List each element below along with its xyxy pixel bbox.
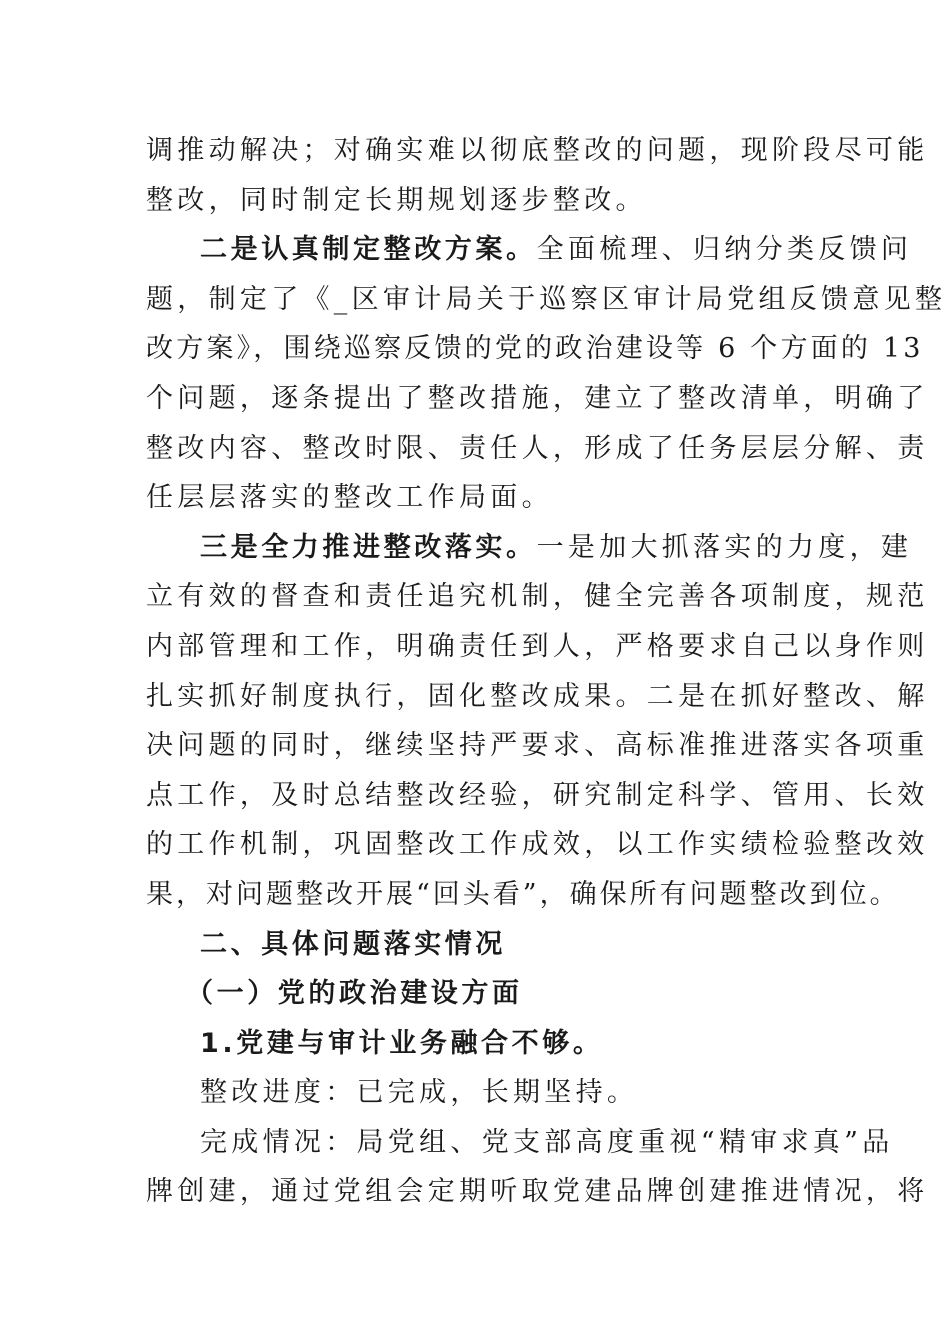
line-text: 全面梳理、归纳分类反馈问 [536, 234, 913, 266]
line-text: 内部管理和工作，明确责任到人，严格要求自己以身作则 [146, 630, 929, 662]
paragraph-line [146, 523, 913, 573]
paragraph-line [146, 374, 929, 424]
line-text: 任层层落实的整改工作局面。 [146, 482, 553, 514]
paragraph-heading: 二是认真制定整改方案。 [200, 234, 537, 266]
paragraph-line [146, 126, 929, 176]
paragraph-line [146, 324, 924, 374]
line-text: 的工作机制，巩固整改工作成效，以工作实绩检验整改效 [146, 829, 929, 861]
paragraph-line [146, 820, 929, 870]
line-text: 调推动解决；对确实难以彻底整改的问题，现阶段尽可能 [146, 135, 929, 166]
item-heading-text: 1.党建与审计业务融合不够。 [200, 1027, 604, 1059]
paragraph-line [146, 572, 929, 622]
line-text: 扎实抓好制度执行，固化整改成果。二是在抓好整改、解 [146, 680, 929, 712]
paragraph-line [146, 275, 947, 325]
line-text: 整改进度：已完成，长期坚持。 [200, 1077, 639, 1109]
paragraph-line [146, 870, 900, 920]
line-text: 决问题的同时，继续坚持严要求、高标准推进落实各项重 [146, 730, 929, 762]
paragraph-line [146, 622, 929, 672]
paragraph-line [146, 771, 929, 821]
subsection-heading [146, 969, 810, 1019]
line-text: 题，制定了《_区审计局关于巡察区审计局党组反馈意见整 [146, 283, 947, 315]
paragraph-line [146, 672, 929, 722]
paragraph-line [146, 473, 810, 523]
subsection-heading-text: （一）党的政治建设方面 [186, 978, 523, 1010]
line-text: 整改，同时制定长期规划逐步整改。 [146, 184, 647, 216]
line-text: 牌创建，通过党组会定期听取党建品牌创建推进情况，将 [146, 1176, 929, 1208]
line-text: 一是加大抓落实的力度，建 [536, 531, 913, 563]
line-text: 点工作，及时总结整改经验，研究制定科学、管用、长效 [146, 779, 929, 811]
paragraph-line [146, 1167, 929, 1217]
item-heading [146, 1019, 810, 1069]
line-text: 个问题，逐条提出了整改措施，建立了整改清单，明确了 [146, 382, 929, 414]
paragraph-line [146, 1118, 894, 1168]
section-heading-text: 二、具体问题落实情况 [200, 928, 506, 960]
paragraph-line [146, 225, 913, 275]
line-text: 完成情况：局党组、党支部高度重视“精审求真”品 [200, 1126, 894, 1158]
paragraph-line [146, 424, 929, 474]
paragraph-heading: 三是全力推进整改落实。 [200, 531, 537, 563]
document-body [146, 126, 947, 1217]
paragraph-line [146, 1068, 810, 1118]
section-heading [146, 920, 810, 970]
line-text: 果，对问题整改开展“回头看”，确保所有问题整改到位。 [146, 878, 900, 910]
line-text: 整改内容、整改时限、责任人，形成了任务层层分解、责 [146, 432, 929, 464]
line-text: 改方案》，围绕巡察反馈的党的政治建设等 6 个方面的 13 [146, 333, 924, 365]
paragraph-line [146, 176, 810, 226]
line-text: 立有效的督查和责任追究机制，健全完善各项制度，规范 [146, 581, 929, 613]
paragraph-line [146, 721, 929, 771]
